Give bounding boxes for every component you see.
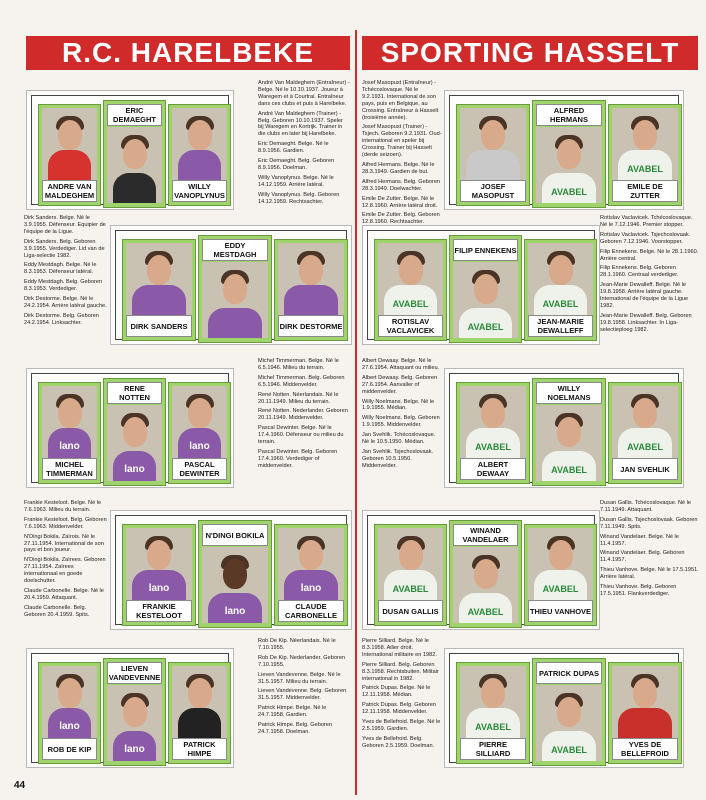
shirt-sponsor: AVABEL [551, 465, 587, 475]
player-name: ALFRED HERMANS [536, 104, 602, 126]
player-sticker [198, 520, 272, 628]
player-head [481, 120, 505, 150]
player-photo [378, 243, 443, 315]
player-name: N'DINGI BOKILA [202, 524, 268, 546]
player-photo [126, 528, 192, 600]
player-sticker [38, 382, 101, 484]
bio-line: Rob De Kip. Néerlandais. Né le 7.10.1955. [258, 638, 336, 651]
bio-line: Dirk Destorme. Belge. Né le 24.2.1954. Arrière latéral gauche. [24, 296, 107, 309]
player-sticker [608, 104, 682, 206]
sticker-panel-frame [449, 373, 679, 483]
bio-line: Dusan Gallis. Tchécoslovaque. Né le 7.11.1949. Attaquant. [600, 500, 691, 513]
player-name: PATRICK HIMPE [172, 738, 227, 760]
player-head [188, 678, 212, 708]
player-photo [107, 405, 162, 481]
bio-line: Emile De Zutter. Belg. Geboren 12.8.1960. Rechtsachter. [362, 212, 440, 226]
shirt-sponsor: lano [224, 606, 246, 617]
bio-line: Rotislav Vaclavicek. Tsjechoslovaak. Geboren 7.12.1946. Voorstopper. [600, 231, 691, 245]
player-head [58, 120, 82, 150]
player-head [481, 678, 505, 708]
player-head [123, 417, 147, 447]
bio-line: Frankie Kesteloot. Belge. Né le 7.6.1963. Milieu du terrain. [24, 500, 102, 513]
player-sticker [608, 382, 682, 484]
player-name: ANDRE VAN MALDEGHEM [42, 180, 97, 202]
player-head [223, 559, 247, 589]
sticker-panel [26, 90, 234, 210]
player-name: LIEVEN VANDEVENNE [108, 664, 161, 682]
player-photo [612, 386, 678, 458]
player-sticker [449, 235, 522, 343]
shirt-sponsor: AVABEL [475, 722, 511, 732]
player-name: ROTISLAV VACLAVICEK [378, 315, 443, 337]
bio-line: Pascal Dewinter. Belge. Né le 17.4.1960. Défenseur ou milieu du terrain. [258, 425, 344, 446]
sticker-panel-frame [367, 230, 595, 340]
shirt-sponsor: AVABEL [392, 584, 429, 594]
player-head [147, 540, 171, 570]
player-name: EDDY MESTDAGH [202, 239, 268, 261]
player-head [299, 540, 323, 570]
player-sticker [122, 239, 196, 341]
shirt-sponsor: AVABEL [551, 745, 587, 755]
player-sticker [122, 524, 196, 626]
player-bio-text [24, 215, 108, 355]
player-name: FILIP ENNEKENS [453, 239, 518, 261]
player-head [223, 274, 247, 304]
bio-line: Patrick Himpe. Belg. Geboren 24.7.1958. Doelman. [258, 722, 332, 735]
player-head [633, 398, 657, 428]
player-sticker [532, 100, 606, 208]
bio-line: Lieven Vandevenne. Belg. Geboren 31.5.1957. Middenvelder. [258, 688, 347, 702]
bio-line: Winand Vandelaer. Belge. Né le 11.4.1957. [600, 533, 679, 547]
player-photo [460, 108, 526, 180]
player-name: PASCAL DEWINTER [172, 458, 227, 480]
sticker-panel [110, 510, 352, 630]
player-photo [536, 127, 602, 203]
player-photo [278, 528, 344, 600]
player-photo [42, 666, 97, 738]
player-sticker [456, 662, 530, 764]
shirt-sponsor: AVABEL [475, 442, 511, 452]
player-sticker [449, 520, 522, 628]
sticker-panel-frame [31, 373, 229, 483]
player-bio-text [258, 358, 350, 498]
team-title-hasselt: SPORTING HASSELT [362, 36, 698, 70]
player-photo [460, 666, 526, 738]
player-sticker [524, 239, 597, 341]
player-head [58, 398, 82, 428]
bio-line: Michel Timmerman. Belg. Geboren 6.5.1946. Middenvelder. [258, 374, 345, 388]
player-name: ERIC DEMAEGHT [107, 104, 162, 126]
player-sticker [168, 382, 231, 484]
bio-line: Lieven Vandevenne. Belge. Né le 31.5.1957. Milieu du terrain. [258, 671, 341, 685]
bio-line: Josef Masopust (Trainer) - Tsjech. Geboren 9.2.1931. Oud-international en speler bij Crossing. Trainer bij Hasselt (derde seizoen). [362, 124, 442, 159]
bio-line: Thieu Vanhove. Belg. Geboren 17.5.1951. Flankverdediger. [600, 584, 677, 597]
player-head [123, 139, 147, 169]
shirt-sponsor: lano [59, 721, 80, 732]
bio-line: Patrick Dupas. Belg. Geboren 12.11.1958. Middenvelder. [362, 702, 436, 716]
bio-line: Willy Noelmans. Belg. Geboren 1.9.1955. Middenvelder. [362, 415, 440, 429]
shirt-sponsor: lano [124, 744, 145, 755]
shirt-shape [618, 708, 672, 738]
shirt-shape [48, 150, 91, 180]
bio-line: Jean-Marie Dewalleff. Belg. Geboren 19.8.1958. Linksachter. In Liga-selectieploeg 1982. [600, 312, 692, 333]
player-head [147, 255, 171, 285]
player-name: WINAND VANDELAER [453, 524, 518, 546]
player-name: ALBERT DEWAAY [460, 458, 526, 480]
bio-line: Pierre Silliard. Belg. Geboren 8.3.1958. Rechtsbuiten. Militair international in 1982. [362, 661, 439, 682]
player-photo [107, 685, 162, 761]
player-head [557, 139, 581, 169]
player-head [188, 398, 212, 428]
bio-line: Eddy Mestdagh. Belge. Né le 8.3.1953. Défenseur latéral. [24, 262, 97, 276]
player-photo [202, 547, 268, 623]
bio-line: Albert Dewaay. Belg. Geboren 27.6.1954. Aanvaller of middenvelder. [362, 374, 438, 395]
player-name: PATRICK DUPAS [536, 662, 602, 684]
player-bio-text [362, 80, 442, 226]
bio-line: Rob De Kip. Nederlander. Geboren 7.10.1955. [258, 654, 346, 668]
player-sticker [198, 235, 272, 343]
sticker-panel-frame [31, 95, 229, 205]
shirt-sponsor: AVABEL [467, 607, 504, 617]
bio-line: Filip Ennekens. Belge. Né le 28.1.1960. Arrière central. [600, 248, 699, 262]
player-photo [460, 386, 526, 458]
bio-line: N'Dingi Bokila. Zaïrois. Né le 27.11.1954. International de son pays et bon joueur. [24, 533, 104, 554]
player-head [474, 559, 498, 589]
player-bio-text [600, 215, 700, 355]
player-head [474, 274, 498, 304]
shirt-sponsor: AVABEL [392, 299, 429, 309]
player-photo [536, 685, 602, 761]
player-name: MICHEL TIMMERMAN [42, 458, 97, 480]
sticker-panel-frame [449, 95, 679, 205]
player-photo [528, 528, 593, 600]
shirt-sponsor: lano [59, 441, 80, 452]
player-name: WILLY NOELMANS [536, 382, 602, 404]
sticker-panel-frame [367, 515, 595, 625]
player-name: DIRK SANDERS [126, 315, 192, 337]
sticker-panel-frame [115, 230, 347, 340]
player-photo [378, 528, 443, 600]
player-photo [172, 108, 227, 180]
player-photo [42, 108, 97, 180]
page-spine [355, 30, 357, 795]
player-bio-text [24, 500, 108, 640]
bio-line: Dusan Gallis. Tsjechoslovaak. Geboren 7.11.1949. Spits. [600, 516, 698, 530]
bio-line: Claude Carbonelle. Belg. Geboren 20.4.1959. Spits. [24, 604, 90, 618]
player-name: EMILE DE ZUTTER [612, 180, 678, 202]
player-head [633, 120, 657, 150]
player-photo [107, 127, 162, 203]
player-name: WILLY VANOPLYNUS [172, 180, 227, 202]
player-sticker [38, 104, 101, 206]
bio-line: Albert Dewaay. Belge. Né le 27.6.1954. Attaquant ou milieu. [362, 358, 440, 371]
bio-line: Eric Demaeght. Belg. Geboren 8.9.1956. Doelman. [258, 158, 335, 171]
shirt-sponsor: AVABEL [551, 187, 587, 197]
bio-line: Dirk Sanders. Belg. Geboren 3.9.1955. Verdediger. Lid van de Liga-selectie 1982. [24, 238, 105, 259]
player-sticker [274, 239, 348, 341]
bio-line: Alfred Hermans. Belg. Geboren 28.3.1949. Doelwachter. [362, 178, 441, 192]
player-photo [612, 666, 678, 738]
shirt-shape [208, 308, 262, 338]
shirt-shape [178, 150, 221, 180]
shirt-sponsor: AVABEL [542, 584, 579, 594]
bio-line: Frankie Kesteloot. Belg. Geboren 7.6.1963. Middenvelder. [24, 516, 107, 530]
player-head [123, 697, 147, 727]
bio-line: Jean-Marie Dewalleff. Belge. Né le 19.8.1958. Arrière latéral gauche. International de l'équipe de la Ligue 1982. [600, 282, 689, 309]
shirt-sponsor: AVABEL [627, 164, 663, 174]
bio-line: René Notten. Nederlander. Geboren 20.11.1949. Middenvelder. [258, 408, 348, 422]
player-photo [278, 243, 344, 315]
player-name: YVES DE BELLEFROID [612, 738, 678, 760]
shirt-shape [284, 285, 338, 315]
player-head [633, 678, 657, 708]
player-sticker [374, 239, 447, 341]
player-sticker [532, 378, 606, 486]
team-title-harelbeke: R.C. HARELBEKE [26, 36, 350, 70]
bio-line: N'Dingi Bokila. Zaïrees. Geboren 27.11.1954. Zaïrees internationaal en goede doelschutter. [24, 557, 106, 585]
player-bio-text [258, 80, 350, 220]
player-bio-text [600, 500, 700, 640]
bio-line: Willy Vanoplynus. Belg. Geboren 14.12.1959. Rechtsachter. [258, 191, 340, 205]
player-head [549, 255, 573, 285]
bio-line: Josef Masopust (Entraîneur) - Tchécoslovaque. Né le 9.2.1931. International de son pays, puis en Belgique, au Crossing. Entraîneur à Hasselt (troisième année). [362, 80, 439, 121]
bio-line: Dirk Destorme. Belg. Geboren 24.2.1954. Linksachter. [24, 312, 99, 326]
player-sticker [103, 100, 166, 208]
shirt-sponsor: lano [300, 583, 322, 594]
sticker-panel [110, 225, 352, 345]
bio-line: Thieu Vanhove. Belge. Né le 17.5.1951. Arrière latéral. [600, 567, 699, 581]
bio-line: René Notten. Néerlandais. Né le 20.11.1949. Milieu du terrain. [258, 391, 339, 405]
player-name: FRANKIE KESTELOOT [126, 600, 192, 622]
shirt-shape [132, 285, 186, 315]
player-name: THIEU VANHOVE [528, 600, 593, 622]
player-head [58, 678, 82, 708]
bio-line: Willy Noelmans. Belge. Né le 1.9.1955. Médian. [362, 398, 435, 412]
shirt-sponsor: lano [189, 441, 210, 452]
shirt-shape [466, 150, 520, 180]
player-sticker [456, 104, 530, 206]
bio-line: Filip Ennekens. Belg. Geboren 28.1.1960. Centraal verdediger. [600, 265, 679, 279]
bio-line: Winand Vandelaer. Belg. Geboren 11.4.1957. [600, 550, 685, 564]
player-name: PIERRE SILLIARD [460, 738, 526, 760]
bio-line: André Van Maldeghem (Entraîneur) - Belge. Né le 10.10.1937. Joueur à Waregem et à Courtrai. Entraîneur dans ces clubs et puis à Harelbeke. [258, 80, 350, 107]
shirt-sponsor: AVABEL [627, 442, 663, 452]
player-photo [536, 405, 602, 481]
page-number: 44 [14, 780, 26, 791]
player-head [481, 398, 505, 428]
player-name: DIRK DESTORME [278, 315, 344, 337]
sticker-panel-frame [115, 515, 347, 625]
bio-line: Eric Demaeght. Belge. Né le 8.9.1956. Gardien. [258, 141, 329, 155]
sticker-panel [26, 648, 234, 768]
player-bio-text [362, 358, 442, 498]
player-bio-text [258, 638, 350, 778]
player-photo [172, 666, 227, 738]
player-sticker [274, 524, 348, 626]
player-head [557, 697, 581, 727]
bio-line: André Van Maldeghem (Trainer) - Belg. Geboren 10.10.1937. Speler bij Waregem en Kortrijk. Trainer in die clubs en later bij Harelbeke. [258, 110, 343, 138]
player-photo [453, 262, 518, 338]
player-name: JEAN-MARIE DEWALLEFF [528, 315, 593, 337]
sticker-panel [26, 368, 234, 488]
sticker-panel [362, 510, 600, 630]
bio-line: Pascal Dewinter. Belg. Geboren 17.4.1960. Verdediger of middenvelder. [258, 448, 338, 469]
player-sticker [524, 524, 597, 626]
bio-line: Claude Carbonelle. Belge. Né le 20.4.1959. Attaquant. [24, 587, 104, 601]
player-name: ROB DE KIP [42, 738, 97, 760]
player-sticker [38, 662, 101, 764]
shirt-sponsor: AVABEL [467, 322, 504, 332]
player-photo [126, 243, 192, 315]
sticker-panel-frame [31, 653, 229, 763]
bio-line: Jan Svehlik. Tchécoslovaque. Né le 10.5.1950. Médian. [362, 432, 436, 446]
player-bio-text [362, 638, 442, 778]
bio-line: Dirk Sanders. Belge. Né le 3.9.1955. Défenseur. Equipier de l'équipe de la Ligue. [24, 215, 106, 235]
player-sticker [456, 382, 530, 484]
player-sticker [103, 378, 166, 486]
player-photo [42, 386, 97, 458]
bio-line: Emile De Zutter. Belge. Né le 12.8.1960. Arrière latéral droit. [362, 195, 438, 209]
sticker-panel [444, 368, 684, 488]
player-sticker [532, 658, 606, 766]
player-name: RENE NOTTEN [107, 382, 162, 404]
player-sticker [103, 658, 166, 766]
player-head [188, 120, 212, 150]
sticker-panel [362, 225, 600, 345]
shirt-sponsor: lano [148, 583, 170, 594]
player-sticker [168, 104, 231, 206]
bio-line: Michel Timmerman. Belge. Né le 6.5.1946. Milieu du terrain. [258, 358, 339, 371]
shirt-shape [113, 173, 156, 203]
player-photo [453, 547, 518, 623]
player-head [549, 540, 573, 570]
player-name: JAN SVEHLIK [612, 458, 678, 480]
shirt-sponsor: lano [124, 464, 145, 475]
bio-line: Pierre Silliard. Belge. Né le 8.3.1958. Ailier droit. International militaire en 1982. [362, 638, 437, 658]
bio-line: Eddy Mestdagh. Belg. Geboren 8.3.1953. Verdediger. [24, 279, 103, 293]
sticker-panel-frame [449, 653, 679, 763]
player-name: CLAUDE CARBONELLE [278, 600, 344, 622]
player-head [299, 255, 323, 285]
player-photo [528, 243, 593, 315]
player-sticker [374, 524, 447, 626]
player-sticker [168, 662, 231, 764]
player-name: JOSEF MASOPUST [460, 180, 526, 202]
sticker-panel [444, 648, 684, 768]
player-photo [612, 108, 678, 180]
bio-line: Yves de Bellefroid. Belg. Geboren 2.5.1959. Doelman. [362, 735, 435, 749]
bio-line: Jan Svehlik. Tsjechoslovaak. Geboren 10.5.1950. Middenvelder. [362, 448, 434, 469]
bio-line: Willy Vanoplynus. Belge. Né le 14.12.1959. Arrière latéral. [258, 174, 334, 188]
player-photo [202, 262, 268, 338]
player-sticker [608, 662, 682, 764]
bio-line: Rotislav Vaclavicek. Tchécoslovaque. Né le 7.12.1946. Premier stopper. [600, 215, 693, 228]
bio-line: Yves de Bellefroid. Belge. Né le 2.5.1959. Gardien. [362, 719, 441, 732]
bio-line: Patrick Dupas. Belge. Né le 12.11.1958. Médian. [362, 685, 431, 699]
player-head [399, 255, 423, 285]
bio-line: Patrick Himpe. Belge. Né le 24.7.1958. Gardien. [258, 705, 327, 719]
player-head [557, 417, 581, 447]
shirt-shape [178, 708, 221, 738]
player-photo [172, 386, 227, 458]
bio-line: Alfred Hermans. Belge. Né le 28.3.1949. Gardien de but. [362, 161, 435, 175]
shirt-sponsor: AVABEL [542, 299, 579, 309]
player-name: DUSAN GALLIS [378, 600, 443, 622]
sticker-panel [444, 90, 684, 210]
player-head [399, 540, 423, 570]
